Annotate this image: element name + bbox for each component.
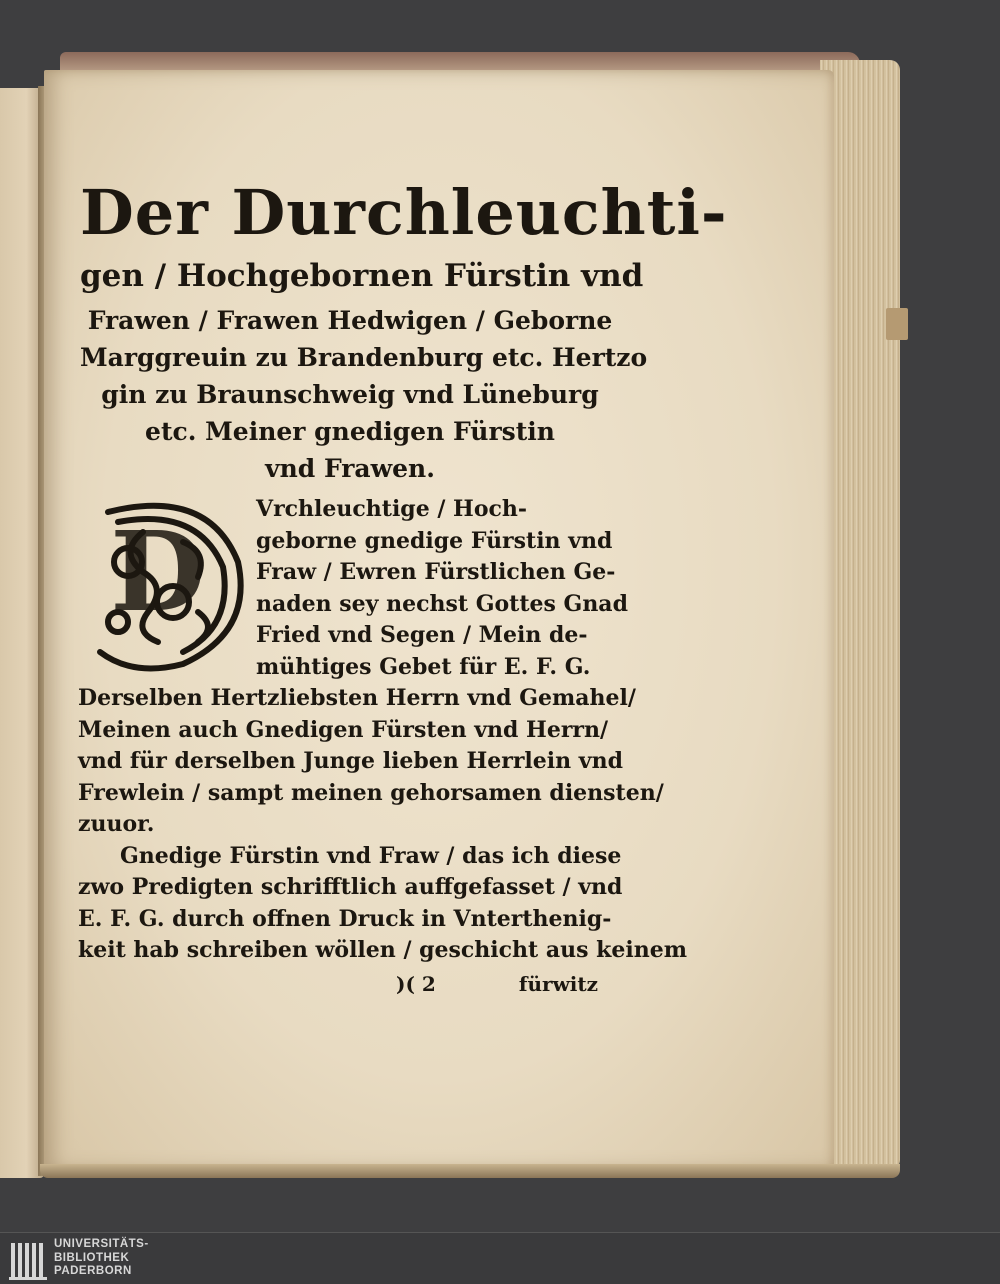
library-logo-icon (8, 1237, 50, 1281)
body-line: Derselben Hertzliebsten Herrn vnd Gemahel/ (78, 685, 636, 711)
title-line: gen / Hochgebornen Fürstin vnd (80, 258, 644, 294)
catchword: fürwitz (518, 972, 598, 996)
bookmark-tab (886, 308, 908, 340)
body-line: zwo Predigten schrifftlich auffgefasset / vnd (78, 874, 623, 900)
dedication-title (80, 176, 728, 487)
body-line: Gnedige Fürstin vnd Fraw / das ich diese (120, 842, 622, 869)
library-name-line: PADERBORN (54, 1265, 132, 1277)
body-line: Meinen auch Gnedigen Fürsten vnd Herrn/ (78, 716, 609, 743)
body-line: keit hab schreiben wöllen / geschicht aus keinem (78, 937, 688, 963)
library-name-line: UNIVERSITÄTS- (54, 1238, 149, 1250)
library-footer (0, 1232, 1000, 1284)
title-heading: Der Durchleuchti- (80, 176, 728, 249)
body-line: mühtiges Gebet für E. F. G. (256, 653, 591, 680)
library-name-line: BIBLIOTHEK (54, 1251, 130, 1264)
title-line: Frawen / Frawen Hedwigen / Geborne (87, 306, 613, 335)
initial-letter-glyph: D (110, 507, 206, 636)
body-line: geborne gnedige Fürstin vnd (256, 527, 613, 554)
book-bottom-edge (40, 1164, 900, 1178)
body-line: vnd für derselben Junge lieben Herrlein vnd (78, 748, 623, 774)
body-line: Fried vnd Segen / Mein de- (256, 622, 588, 648)
body-line: Vrchleuchtige / Hoch- (256, 496, 528, 522)
title-line: etc. Meiner gnedigen Fürstin (145, 417, 555, 446)
body-line: Fraw / Ewren Fürstlichen Ge- (256, 559, 616, 585)
body-line: Frewlein / sampt meinen gehorsamen diensten/ (78, 779, 664, 806)
title-line: vnd Frawen. (265, 454, 435, 483)
title-line: gin zu Braunschweig vnd Lüneburg (101, 380, 599, 409)
body-line: naden sey nechst Gottes Gnad (256, 590, 628, 617)
body-line: zuuor. (78, 811, 155, 837)
title-line: Marggreuin zu Brandenburg etc. Hertzo (80, 343, 648, 372)
body-line: E. F. G. durch offnen Druck in Vnterthenig- (78, 905, 612, 932)
signature-mark: )( 2 (396, 972, 436, 996)
library-name (54, 1238, 149, 1279)
dedication-body (78, 494, 688, 967)
